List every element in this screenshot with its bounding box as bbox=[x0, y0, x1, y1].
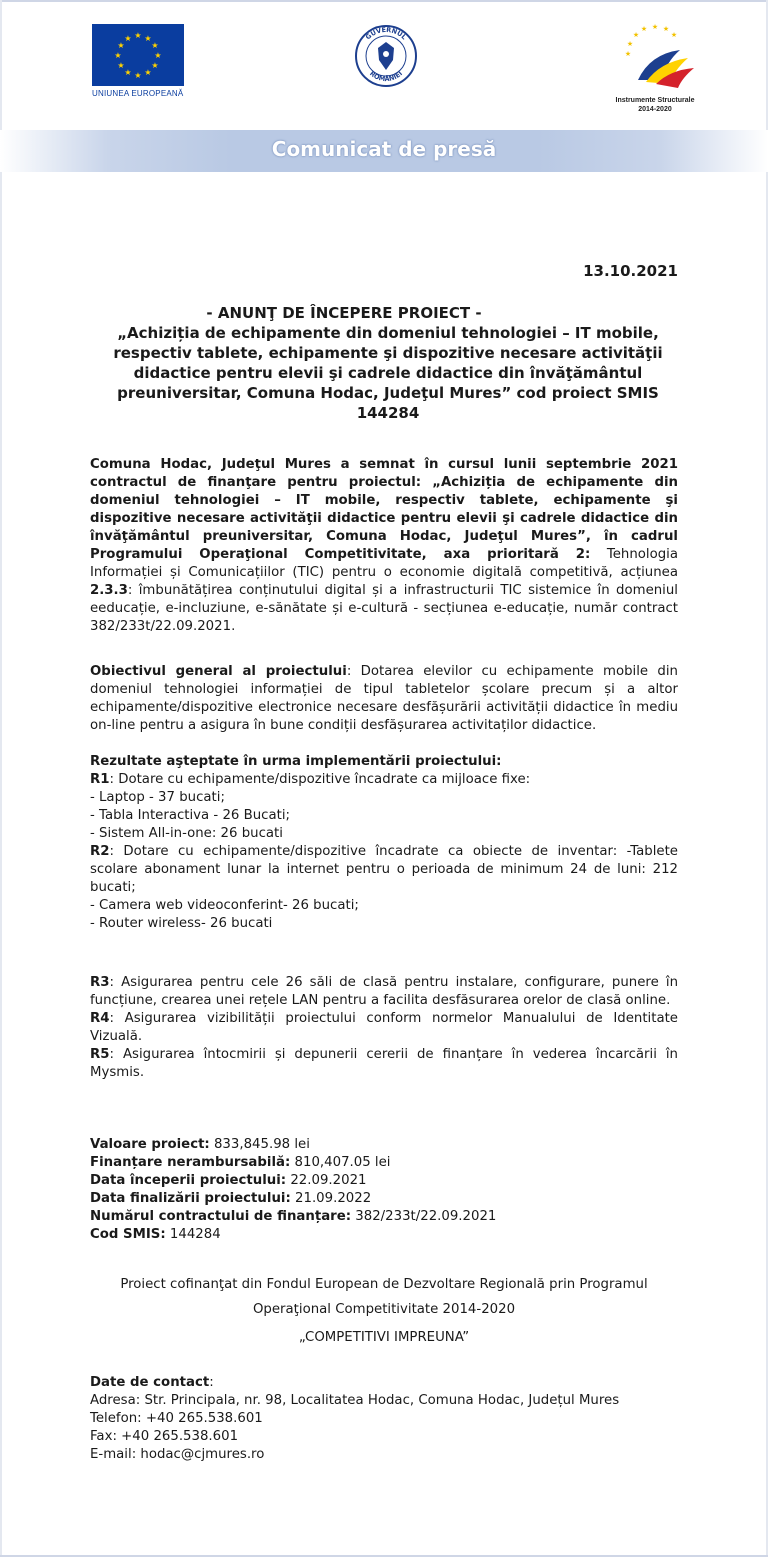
svg-text:★: ★ bbox=[662, 25, 670, 33]
detail-row bbox=[90, 1190, 678, 1208]
project-details bbox=[90, 1136, 678, 1244]
svg-text:★: ★ bbox=[151, 61, 159, 70]
r1-item-1: - Tabla Interactiva - 26 Bucati; bbox=[90, 808, 290, 823]
detail-label: Cod SMIS: bbox=[90, 1227, 166, 1242]
contact-section bbox=[90, 1374, 678, 1464]
objective-paragraph bbox=[90, 663, 678, 735]
intro-bold: Comuna Hodac, Judeţul Mures a semnat în cursul lunii septembrie 2021 contractul de finanţare pentru proiectul: „Achiziția de echipamente din domeniul tehnologiei – IT mobile, respectiv tablete, echipamente şi dispozitive necesare activităţii didactice pentru elevii şi cadrele didactice din învăţământul preuniversitar, Comuna Hodac, Judeţul Mures”, în cadrul Programului Operaţional Competitivitate, axa prioritară 2: bbox=[90, 457, 678, 562]
result-r5 bbox=[90, 1046, 678, 1082]
svg-text:ROMÂNIEI: ROMÂNIEI bbox=[368, 69, 404, 84]
detail-label: Numărul contractului de finanțare: bbox=[90, 1209, 352, 1224]
result-r2 bbox=[90, 843, 678, 897]
svg-text:★: ★ bbox=[624, 50, 632, 58]
detail-label: Data finalizării proiectului: bbox=[90, 1191, 291, 1206]
detail-row bbox=[90, 1136, 678, 1154]
detail-value: 22.09.2021 bbox=[286, 1173, 367, 1188]
eu-caption: UNIUNEA EUROPEANĂ bbox=[92, 89, 184, 98]
r1-item-0: - Laptop - 37 bucati; bbox=[90, 790, 225, 805]
intro-paragraph bbox=[90, 456, 678, 636]
cofinance-line-1: Proiect cofinanţat din Fondul European de Dezvoltare Regională prin Programul bbox=[120, 1277, 648, 1292]
svg-text:★: ★ bbox=[117, 61, 125, 70]
contact-heading bbox=[90, 1374, 678, 1392]
svg-text:★: ★ bbox=[114, 51, 122, 60]
contact-colon: : bbox=[209, 1375, 214, 1390]
r5-label: R5 bbox=[90, 1047, 110, 1062]
r2-item-0: - Camera web videoconferint- 26 bucati; bbox=[90, 898, 359, 913]
r1-text: : Dotare cu echipamente/dispozitive încadrate ca mijloace fixe: bbox=[109, 772, 531, 787]
r2-item-1: - Router wireless- 26 bucati bbox=[90, 916, 273, 931]
svg-text:★: ★ bbox=[134, 31, 142, 40]
svg-text:★: ★ bbox=[144, 68, 152, 77]
cofinance-line-2: Operaţional Competitivitate 2014-2020 bbox=[252, 1302, 516, 1317]
svg-text:★: ★ bbox=[670, 31, 678, 39]
svg-text:★: ★ bbox=[651, 23, 659, 31]
result-r1 bbox=[90, 771, 678, 789]
contact-address: Adresa: Str. Principala, nr. 98, Localitatea Hodac, Comuna Hodac, Județul Mures bbox=[90, 1393, 620, 1408]
svg-text:★: ★ bbox=[626, 40, 634, 48]
eu-logo bbox=[92, 24, 186, 98]
contact-label: Date de contact bbox=[90, 1375, 210, 1390]
r3-label: R3 bbox=[90, 975, 110, 990]
detail-row bbox=[90, 1154, 678, 1172]
svg-text:★: ★ bbox=[151, 41, 159, 50]
intro-action: 2.3.3 bbox=[90, 583, 128, 598]
instrumente-structurale-logo bbox=[600, 20, 710, 114]
r3-text: : Asigurarea pentru cele 26 săli de clasă pentru instalare, configurare, punere în funcțiune, crearea unei rețele LAN pentru a facilita desfăsurarea orelor de clasă online. bbox=[90, 975, 678, 1008]
r2-text: : Dotare cu echipamente/dispozitive încadrate ca obiecte de inventar: -Tablete scolare abonament lunar la internet pentru o perioada de minimum 24 de luni: 212 bucati; bbox=[90, 844, 678, 895]
detail-row bbox=[90, 1172, 678, 1190]
results-section bbox=[90, 753, 678, 933]
page-frame-top bbox=[0, 0, 768, 2]
r1-label: R1 bbox=[90, 772, 110, 787]
svg-text:★: ★ bbox=[632, 31, 640, 39]
objective-text: : Dotarea elevilor cu echipamente mobile din domeniul tehnologiei informației de tipul tabletelor școlare precum și a altor echipamente/dispozitive electronice necesare desfășurării activității didactice în mediu on-line pentru a asigura în bune condiții desfășurarea activitaților didactice. bbox=[90, 664, 678, 733]
program-slogan: „COMPETITIVI IMPREUNA” bbox=[298, 1330, 470, 1345]
detail-value: 21.09.2022 bbox=[290, 1191, 372, 1206]
r4-text: : Asigurarea vizibilității proiectului conform normelor Manualului de Identitate Vizuală. bbox=[90, 1011, 678, 1044]
page-frame-left bbox=[0, 0, 2, 1557]
detail-value: 833,845.98 lei bbox=[209, 1137, 310, 1152]
objective-label: Obiectivul general al proiectului bbox=[90, 664, 347, 679]
is-caption-line2: 2014-2020 bbox=[638, 106, 672, 113]
detail-value: 382/233t/22.09.2021 bbox=[351, 1209, 497, 1224]
project-title: „Achiziția de echipamente din domeniul tehnologiei – IT mobile, respectiv tablete, echipamente şi dispozitive necesare activităţii didactice pentru elevii şi cadrele didactice din învăţământul preuniversitar, Comuna Hodac, Judeţul Mures” cod proiect SMIS 144284 bbox=[113, 324, 663, 422]
svg-text:★: ★ bbox=[154, 51, 162, 60]
svg-text:★: ★ bbox=[640, 25, 648, 33]
is-caption-line1: Instrumente Structurale bbox=[615, 97, 695, 104]
intro-normal-1: Tehnologia Informației și Comunicațiilor (TIC) pentru o economie digitală competitivă, acțiunea bbox=[90, 547, 678, 580]
svg-text:★: ★ bbox=[134, 71, 142, 80]
contact-email[interactable]: E-mail: hodac@cjmures.ro bbox=[90, 1447, 265, 1462]
r4-label: R4 bbox=[90, 1011, 110, 1026]
announcement-label: - ANUNŢ DE ÎNCEPERE PROIECT - bbox=[206, 304, 482, 322]
eu-flag-icon bbox=[92, 24, 184, 86]
detail-row bbox=[90, 1226, 678, 1244]
r1-item-2: - Sistem All-in-one: 26 bucati bbox=[90, 826, 283, 841]
structural-instruments-icon bbox=[600, 20, 710, 92]
results-continued bbox=[90, 974, 678, 1082]
contact-fax: Fax: +40 265.538.601 bbox=[90, 1429, 239, 1444]
detail-label: Data începerii proiectului: bbox=[90, 1173, 287, 1188]
svg-text:GUVERNUL: GUVERNUL bbox=[364, 25, 408, 42]
results-heading: Rezultate aşteptate în urma implementării proiectului: bbox=[90, 754, 502, 769]
contact-phone: Telefon: +40 265.538.601 bbox=[90, 1411, 263, 1426]
detail-value: 810,407.05 lei bbox=[290, 1155, 391, 1170]
svg-text:★: ★ bbox=[124, 34, 132, 43]
detail-label: Valoare proiect: bbox=[90, 1137, 210, 1152]
intro-normal-2: : îmbunătățirea conținutului digital și a infrastructurii TIC sistemice în domeniul eeducație, e-incluziune, e-sănătate și e-cultură - secțiunea e-educație, număr contract 382/233t/22.09.2021. bbox=[90, 583, 678, 634]
svg-text:★: ★ bbox=[124, 68, 132, 77]
government-seal-logo bbox=[354, 24, 418, 88]
result-r3 bbox=[90, 974, 678, 1010]
svg-text:★: ★ bbox=[144, 34, 152, 43]
r2-label: R2 bbox=[90, 844, 110, 859]
release-date: 13.10.2021 bbox=[583, 262, 678, 280]
svg-text:★: ★ bbox=[117, 41, 125, 50]
detail-label: Finanțare nerambursabilă: bbox=[90, 1155, 291, 1170]
announcement-heading bbox=[108, 303, 668, 423]
detail-row bbox=[90, 1208, 678, 1226]
result-r4 bbox=[90, 1010, 678, 1046]
detail-value: 144284 bbox=[165, 1227, 221, 1242]
banner-title: Comunicat de presă bbox=[271, 137, 497, 161]
r5-text: : Asigurarea întocmirii și depunerii cererii de finanțare în vederea încarcării în Mysmis. bbox=[90, 1047, 678, 1080]
